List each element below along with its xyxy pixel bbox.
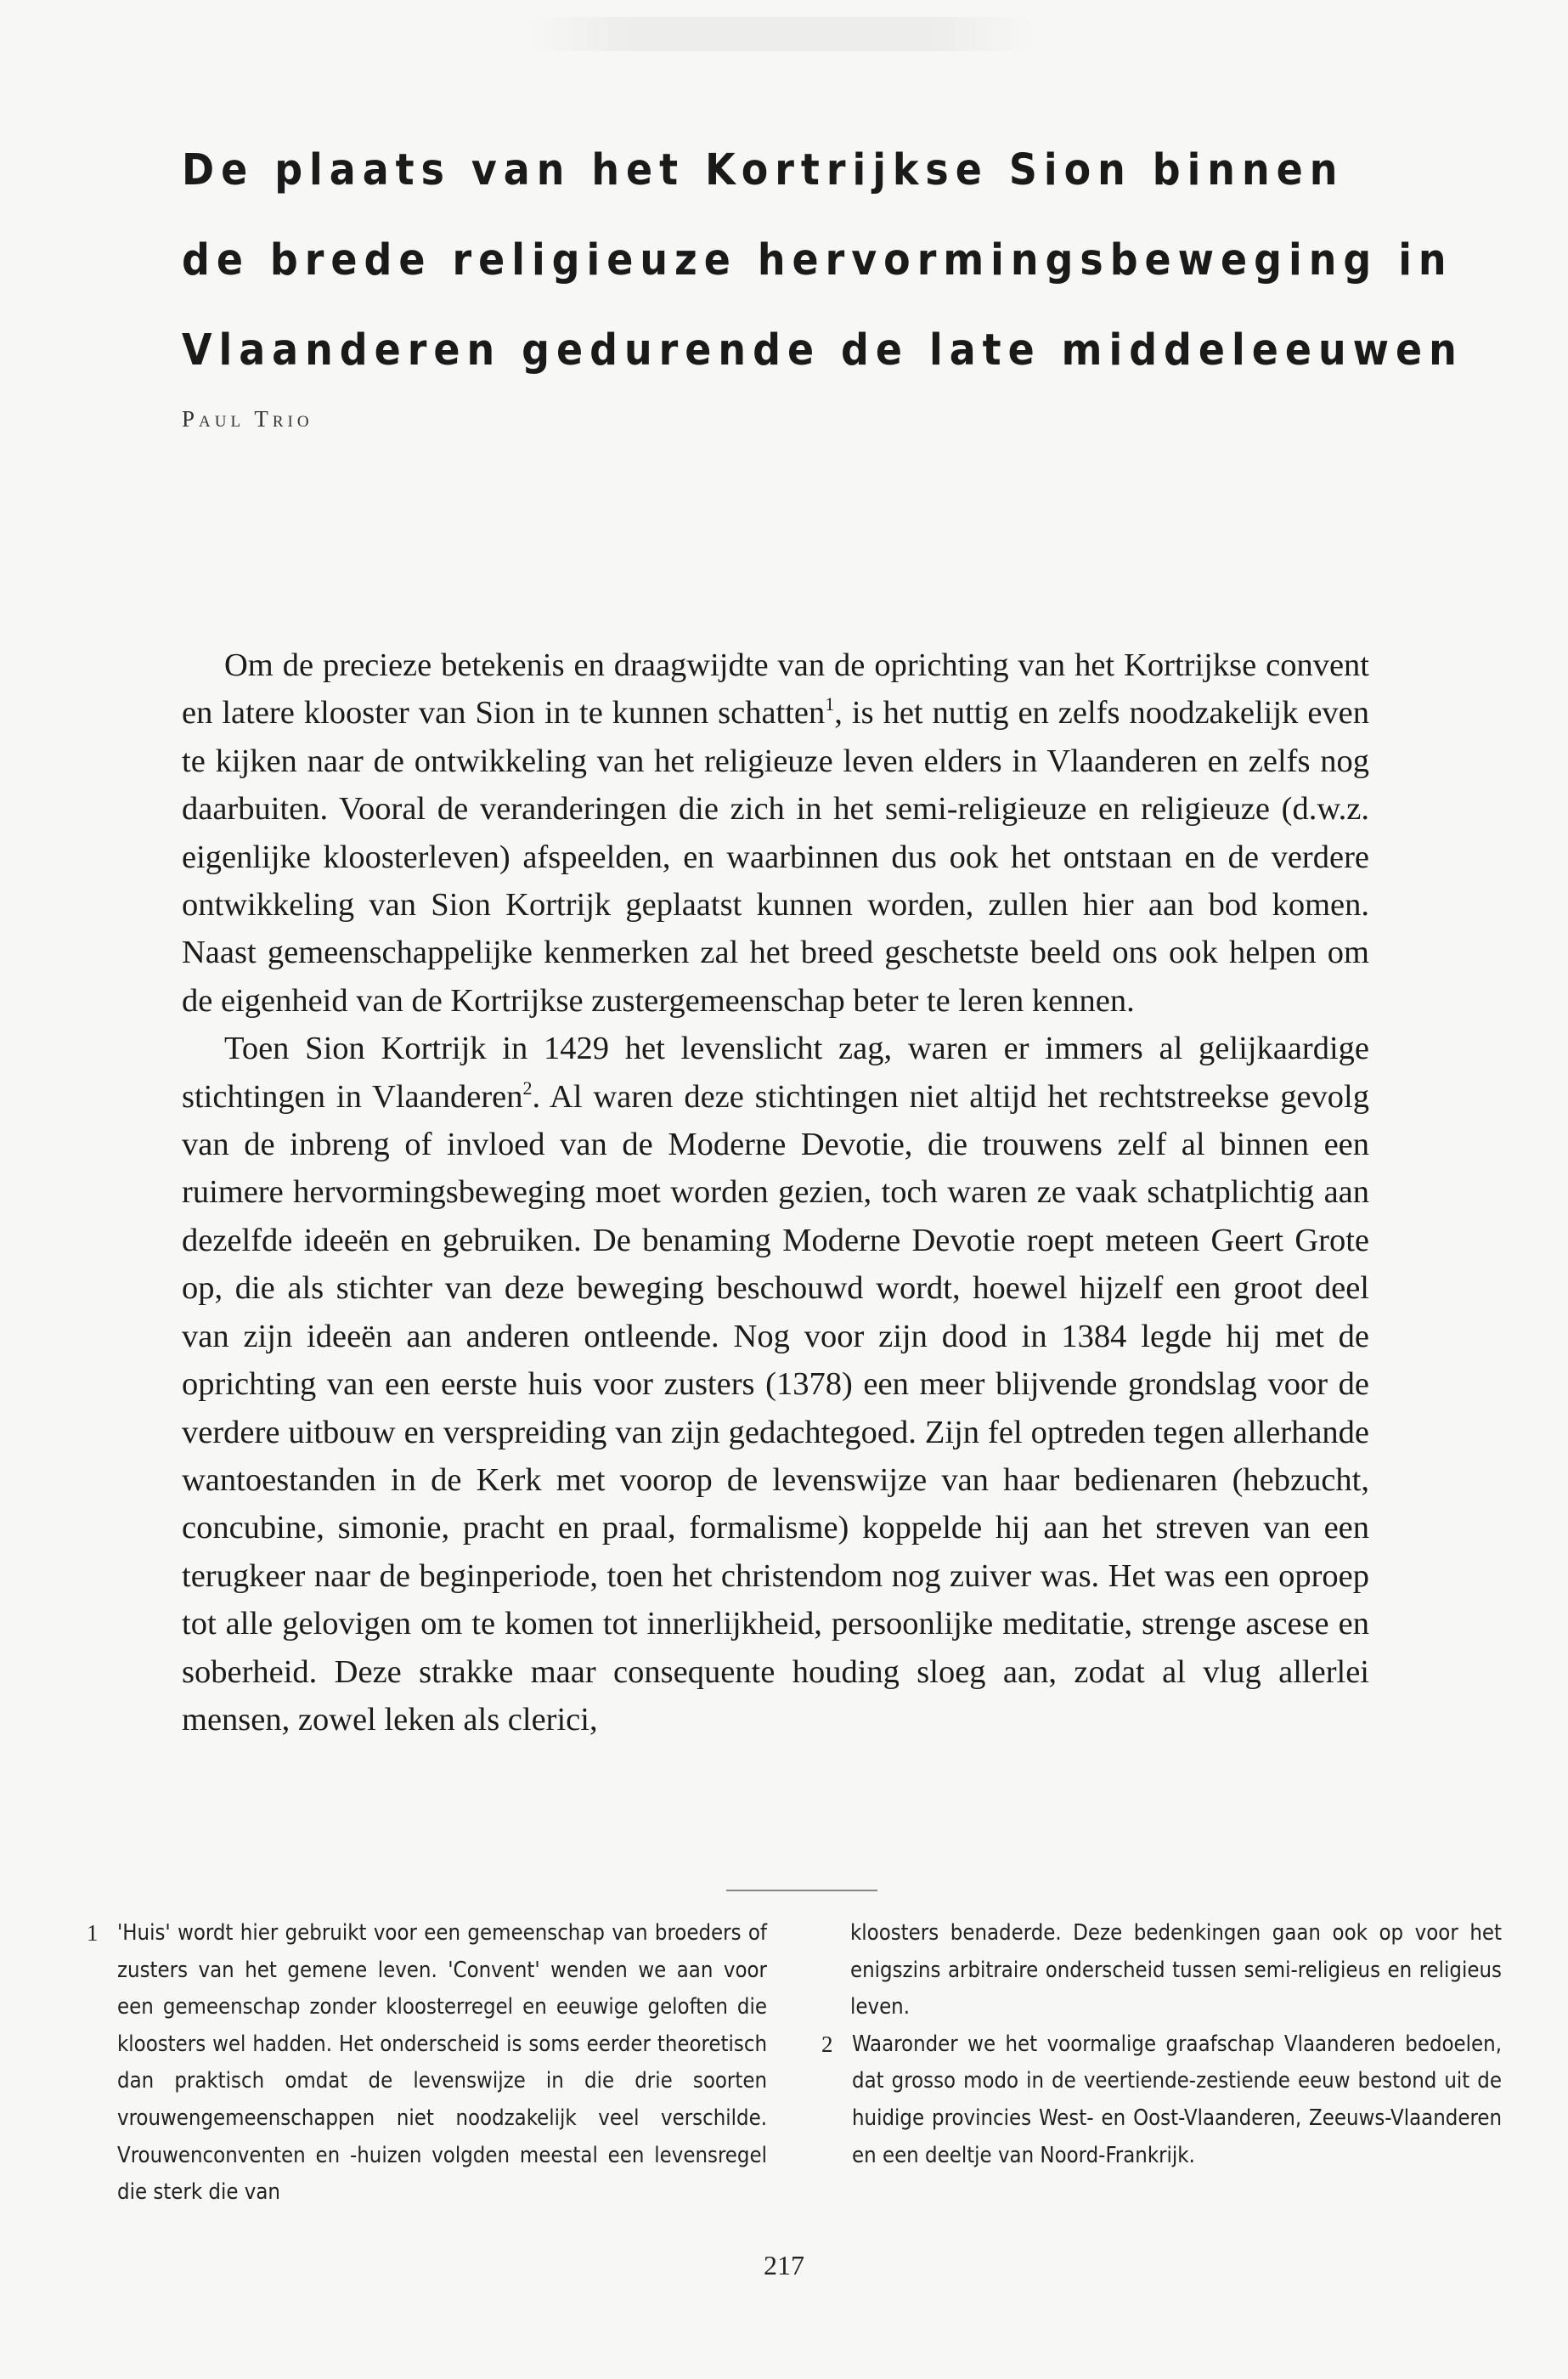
footnotes [85, 1915, 1502, 2212]
footnote-column-right [820, 1915, 1502, 2212]
footnote-2 [820, 2026, 1502, 2174]
title-line-3: Vlaanderen gedurende de late middeleeuwen [182, 325, 1464, 376]
footnote-2-text: Waaronder we het voormalige graafschap Vlaanderen bedoelen, dat grosso modo in de veertiende-zestiende eeuw bestond uit de huidige provincies West- en Oost-Vlaanderen, Zeeuws-Vlaanderen en een deeltje van Noord-Frankrijk. [852, 2031, 1502, 2168]
footnote-ref-2[interactable]: 2 [522, 1076, 533, 1099]
footnote-1-number: 1 [87, 1920, 99, 1946]
paragraph-2 [182, 1025, 1369, 1743]
footnote-1-continuation: kloosters benaderde. Deze bedenkingen gaan ook op voor het enigszins arbitraire onderscheid tussen semi-religieus en religieus leven. [850, 1920, 1502, 2020]
paragraph-1 [182, 641, 1369, 1025]
footnote-ref-1[interactable]: 1 [825, 693, 835, 715]
article-title [182, 126, 1464, 396]
paragraph-2-text-a: Toen Sion Kortrijk in 1429 het levenslicht zag, waren er immers al gelijkaardige stichtingen in Vlaanderen [182, 1031, 1369, 1115]
title-line-1: De plaats van het Kortrijkse Sion binnen [182, 145, 1345, 195]
paragraph-1-text-a: Om de precieze betekenis en draagwijdte van de oprichting van het Kortrijkse convent en latere klooster van Sion in te kunnen schatten [182, 647, 1369, 732]
bleed-through-shadow [527, 17, 1036, 51]
article-body [182, 641, 1369, 1743]
title-line-2: de brede religieuze hervormingsbeweging in [182, 235, 1453, 285]
footnote-2-number: 2 [821, 2031, 833, 2057]
footnote-separator [726, 1890, 877, 1891]
paragraph-1-text-b: , is het nuttig en zelfs noodzakelijk even te kijken naar de ontwikkeling van het religieuze leven elders in Vlaanderen en zelfs nog daarbuiten. Vooral de veranderingen die zich in het semi-religieuze en religieuze (d.w.z. eigenlijke kloosterleven) afspeelden, en waarbinnen dus ook het ontstaan en de verdere ontwikkeling van Sion Kortrijk geplaatst kunnen worden, zullen hier aan bod komen. Naast gemeenschappelijke kenmerken zal het breed geschetste beeld ons ook helpen om de eigenheid van de Kortrijkse zustergemeenschap beter te leren kennen. [182, 695, 1369, 1019]
footnote-column-left [85, 1915, 767, 2212]
footnote-1-text: 'Huis' wordt hier gebruikt voor een gemeenschap van broeders of zusters van het gemene leven. 'Convent' wenden we aan voor een gemeenschap zonder kloosterregel en eeuwige geloften die kloosters wel hadden. Het onderscheid is soms eerder theoretisch dan praktisch omdat de levenswijze in die drie soorten vrouwengemeenschappen niet noodzakelijk veel verschilde. Vrouwenconventen en -huizen volgden meestal een levensregel die sterk die van [117, 1920, 767, 2206]
paragraph-2-text-b: . Al waren deze stichtingen niet altijd het rechtstreekse gevolg van de inbreng of invloed van de Moderne Devotie, die trouwens zelf al binnen een ruimere hervormingsbeweging moet worden gezien, toch waren ze vaak schatplichtig aan dezelfde ideeën en gebruiken. De benaming Moderne Devotie roept meteen Geert Grote op, die als stichter van deze beweging beschouwd wordt, hoewel hijzelf een groot deel van zijn ideeën aan anderen ontleende. Nog voor zijn dood in 1384 legde hij met de oprichting van een eerste huis voor zusters (1378) een meer blijvende grondslag voor de verdere uitbouw en verspreiding van zijn gedachtegoed. Zijn fel optreden tegen allerhande wantoestanden in de Kerk met voorop de levenswijze van haar bedienaren (hebzucht, concubine, simonie, pracht en praal, formalisme) koppelde hij aan het streven van een terugkeer naar de beginperiode, toen het christendom nog zuiver was. Het was een oproep tot alle gelovigen om te komen tot innerlijkheid, persoonlijke meditatie, strenge ascese en soberheid. Deze strakke maar consequente houding sloeg aan, zodat al vlug allerlei mensen, zowel leken als clerici, [182, 1078, 1369, 1738]
footnote-1 [85, 1915, 767, 2212]
author-name: Paul Trio [182, 406, 313, 432]
page-number: 217 [764, 2250, 804, 2280]
